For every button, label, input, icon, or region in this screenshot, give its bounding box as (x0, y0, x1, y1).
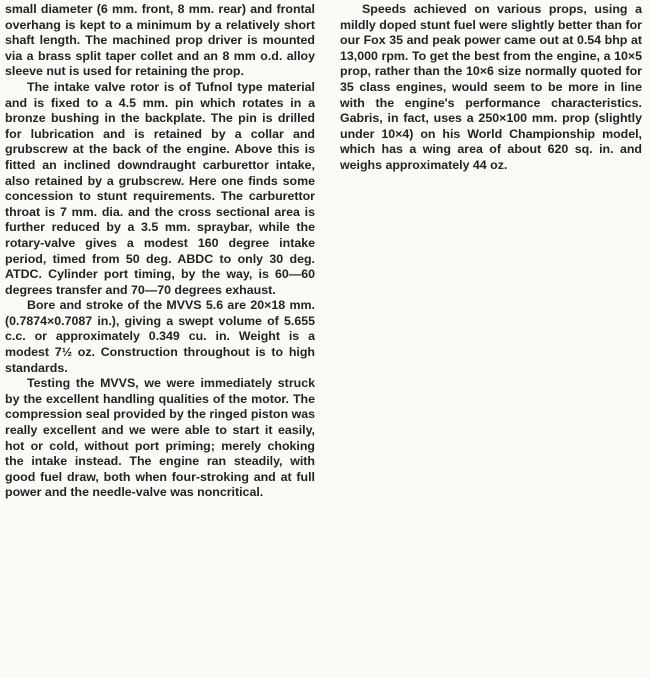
paragraph-bore-stroke: Bore and stroke of the MVVS 5.6 are 20×18 mm. (0.7874×0.7087 in.), giving a swept volume of 5.655 c.c. or approximately 0.349 cu. in. Weight is a modest 7½ oz. Construction throughout is to high standards. (5, 298, 315, 375)
paragraph-prop-driver: small diameter (6 mm. front, 8 mm. rear) and frontal overhang is kept to a minimum by a relatively short shaft length. The machined prop driver is mounted via a brass split taper collet and an 8 mm o.d. alloy sleeve nut is used for retaining the prop. (5, 2, 315, 79)
paragraph-testing: Testing the MVVS, we were immediately struck by the excellent handling qualities of the motor. The compression seal provided by the ringed piston was really excellent and we were able to start it easily, hot or cold, without port priming; merely choking the intake instead. The engine ran steadily, with good fuel draw, both when four-stroking and at full power and the needle-valve was noncritical. (5, 376, 315, 500)
left-column (5, 2, 315, 501)
right-column (340, 2, 642, 174)
paragraph-intake-valve: The intake valve rotor is of Tufnol type material and is fixed to a 4.5 mm. pin which rotates in a bronze bushing in the backplate. The pin is drilled for lubrication and is retained by a collar and grubscrew at the back of the engine. Above this is fitted an inclined downdraught carburettor intake, also retained by a grubscrew. Here one finds some concession to stunt requirements. The carburettor throat is 7 mm. dia. and the cross sectional area is further reduced by a 3.5 mm. spraybar, while the rotary-valve gives a modest 160 degree intake period, timed from 50 deg. ABDC to only 30 deg. ATDC. Cylinder port timing, by the way, is 60—60 degrees transfer and 70—70 degrees exhaust. (5, 79, 315, 297)
paragraph-speeds: Speeds achieved on various props, using a mildly doped stunt fuel were slightly better than for our Fox 35 and peak power came out at 0.54 bhp at 13,000 rpm. To get the best from the engine, a 10×5 prop, rather than the 10×6 size normally quoted for 35 class engines, would seem to be more in line with the engine's performance characteristics. Gabris, in fact, uses a 250×100 mm. prop (slightly under 10×4) on his World Championship model, which has a wing area of about 620 sq. in. and weighs approximately 44 oz. (340, 2, 642, 172)
